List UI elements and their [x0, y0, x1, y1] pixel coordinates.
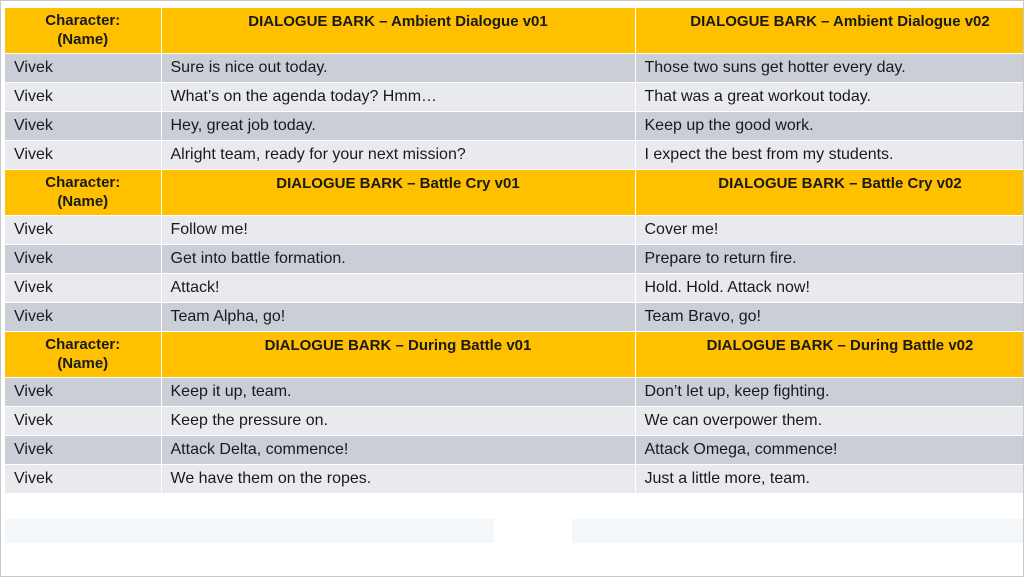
variant-2-line: I expect the best from my students.	[635, 140, 1024, 169]
variant-2-line: Don’t let up, keep fighting.	[635, 377, 1024, 406]
table-row	[5, 111, 1024, 140]
variant-2-line: Keep up the good work.	[635, 111, 1024, 140]
variant-1-line: We have them on the ropes.	[161, 464, 635, 493]
dialogue-bark-table	[5, 8, 1024, 494]
table-row	[5, 244, 1024, 273]
variant-1-line: Keep it up, team.	[161, 377, 635, 406]
table-row	[5, 435, 1024, 464]
table-row	[5, 302, 1024, 331]
variant-2-header: DIALOGUE BARK – Ambient Dialogue v02	[635, 8, 1024, 53]
character-name-cell: Vivek	[5, 273, 161, 302]
table-row	[5, 215, 1024, 244]
variant-2-line: We can overpower them.	[635, 406, 1024, 435]
character-name-cell: Vivek	[5, 215, 161, 244]
table-row	[5, 140, 1024, 169]
bottom-tab	[494, 519, 572, 543]
character-name-cell: Vivek	[5, 53, 161, 82]
character-name-cell: Vivek	[5, 111, 161, 140]
variant-1-header: DIALOGUE BARK – Ambient Dialogue v01	[161, 8, 635, 53]
variant-1-line: Attack Delta, commence!	[161, 435, 635, 464]
character-name-cell: Vivek	[5, 464, 161, 493]
character-name-cell: Vivek	[5, 406, 161, 435]
variant-1-line: Get into battle formation.	[161, 244, 635, 273]
table-row	[5, 82, 1024, 111]
section-header-during-battle	[5, 331, 1024, 377]
character-name-cell: Vivek	[5, 140, 161, 169]
variant-1-header: DIALOGUE BARK – Battle Cry v01	[161, 169, 635, 215]
section-header-battle-cry	[5, 169, 1024, 215]
character-name-header: Character: (Name)	[5, 331, 161, 377]
character-name-cell: Vivek	[5, 82, 161, 111]
variant-1-line: Team Alpha, go!	[161, 302, 635, 331]
variant-1-line: Hey, great job today.	[161, 111, 635, 140]
variant-2-line: Just a little more, team.	[635, 464, 1024, 493]
variant-1-line: Attack!	[161, 273, 635, 302]
variant-2-line: Those two suns get hotter every day.	[635, 53, 1024, 82]
character-name-header: Character: (Name)	[5, 8, 161, 53]
variant-2-line: Prepare to return fire.	[635, 244, 1024, 273]
character-name-cell: Vivek	[5, 377, 161, 406]
variant-1-line: Follow me!	[161, 215, 635, 244]
variant-1-line: What’s on the agenda today? Hmm…	[161, 82, 635, 111]
variant-1-line: Alright team, ready for your next mission?	[161, 140, 635, 169]
table-row	[5, 53, 1024, 82]
section-header-ambient	[5, 8, 1024, 53]
variant-2-line: Cover me!	[635, 215, 1024, 244]
variant-2-line: Attack Omega, commence!	[635, 435, 1024, 464]
variant-2-line: Team Bravo, go!	[635, 302, 1024, 331]
table-row	[5, 464, 1024, 493]
character-name-header: Character: (Name)	[5, 169, 161, 215]
character-name-cell: Vivek	[5, 244, 161, 273]
variant-2-header: DIALOGUE BARK – During Battle v02	[635, 331, 1024, 377]
table-row	[5, 406, 1024, 435]
character-name-cell: Vivek	[5, 302, 161, 331]
variant-1-line: Keep the pressure on.	[161, 406, 635, 435]
character-name-cell: Vivek	[5, 435, 161, 464]
variant-1-line: Sure is nice out today.	[161, 53, 635, 82]
table-row	[5, 377, 1024, 406]
variant-2-line: Hold. Hold. Attack now!	[635, 273, 1024, 302]
variant-2-line: That was a great workout today.	[635, 82, 1024, 111]
variant-2-header: DIALOGUE BARK – Battle Cry v02	[635, 169, 1024, 215]
table-row	[5, 273, 1024, 302]
variant-1-header: DIALOGUE BARK – During Battle v01	[161, 331, 635, 377]
